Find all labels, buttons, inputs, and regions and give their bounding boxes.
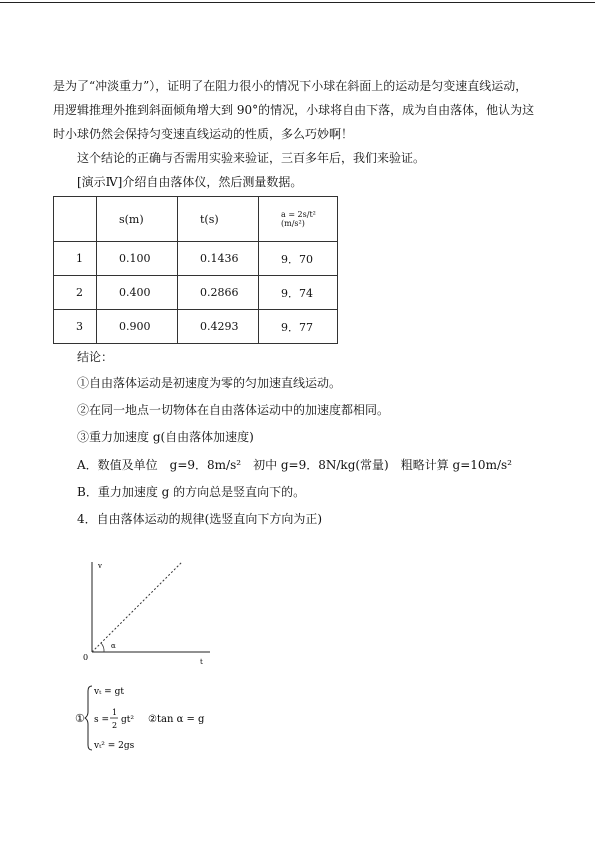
conclusion-item: A．数值及单位 g=9．8m/s² 初中 g=9．8N/kg(常量) 粗略计算 g=10m/s²	[77, 458, 512, 472]
conclusion-item: ②在同一地点一切物体在自由落体运动中的加速度都相同。	[77, 403, 390, 417]
equation-velocity: vₜ = gt	[94, 687, 124, 697]
equation-fraction-den: 2	[112, 721, 118, 730]
conclusion-item: B．重力加速度 g 的方向总是竖直向下的。	[77, 485, 306, 499]
table-cell: 3	[54, 310, 97, 344]
equation-slope: ②tan α = g	[148, 714, 205, 725]
equation-displacement-lhs: s =	[94, 715, 110, 725]
origin-label: 0	[83, 653, 89, 662]
table-cell: 9．77	[259, 310, 338, 344]
conclusion-item: ①自由落体运动是初速度为零的匀加速直线运动。	[77, 376, 342, 390]
equation-velocity-squared: vₜ² = 2gs	[94, 741, 135, 751]
paragraph-line: 是为了“冲淡重力”），证明了在阻力很小的情况下小球在斜面上的运动是匀变速直线运动，	[53, 79, 528, 93]
table-cell: 2	[54, 276, 97, 310]
angle-label: α	[111, 642, 116, 650]
table-cell: 1	[54, 242, 97, 276]
section-heading: 4．自由落体运动的规律(选竖直向下方向为正)	[77, 512, 322, 526]
conclusion-item: ③重力加速度 g(自由落体加速度)	[77, 430, 254, 444]
table-header-cell: s(m)	[97, 197, 178, 242]
table-cell: 9．74	[259, 276, 338, 310]
velocity-line	[92, 562, 182, 652]
equation-marker: ①	[75, 712, 85, 725]
paragraph-line: 时小球仍然会保持匀变速直线运动的性质，多么巧妙啊！	[53, 127, 354, 141]
table-cell: 0.1436	[178, 242, 259, 276]
table-cell: 0.100	[97, 242, 178, 276]
conclusion-title: 结论：	[77, 350, 114, 364]
table-header-cell: t(s)	[178, 197, 259, 242]
y-axis-label: v	[98, 562, 102, 570]
table-header-cell: a = 2s/t² (m/s²)	[259, 197, 338, 242]
table-cell: 0.900	[97, 310, 178, 344]
paragraph-line: 用逻辑推理外推到斜面倾角增大到 90°的情况，小球将自由下落，成为自由落体，他认为这	[53, 103, 535, 117]
equation-fraction-num: 1	[112, 708, 118, 717]
angle-arc	[101, 643, 104, 652]
paragraph-line: 这个结论的正确与否需用实验来验证，三百多年后，我们来验证。	[77, 151, 426, 165]
table-cell: 0.2866	[178, 276, 259, 310]
demo-line: [演示Ⅳ]介绍自由落体仪，然后测量数据。	[77, 175, 303, 189]
table-cell: 0.4293	[178, 310, 259, 344]
table-cell: 0.400	[97, 276, 178, 310]
equation-displacement-rhs: gt²	[121, 715, 134, 725]
x-axis-label: t	[200, 658, 203, 666]
equation-brace	[85, 686, 92, 750]
table-cell: 9．70	[259, 242, 338, 276]
